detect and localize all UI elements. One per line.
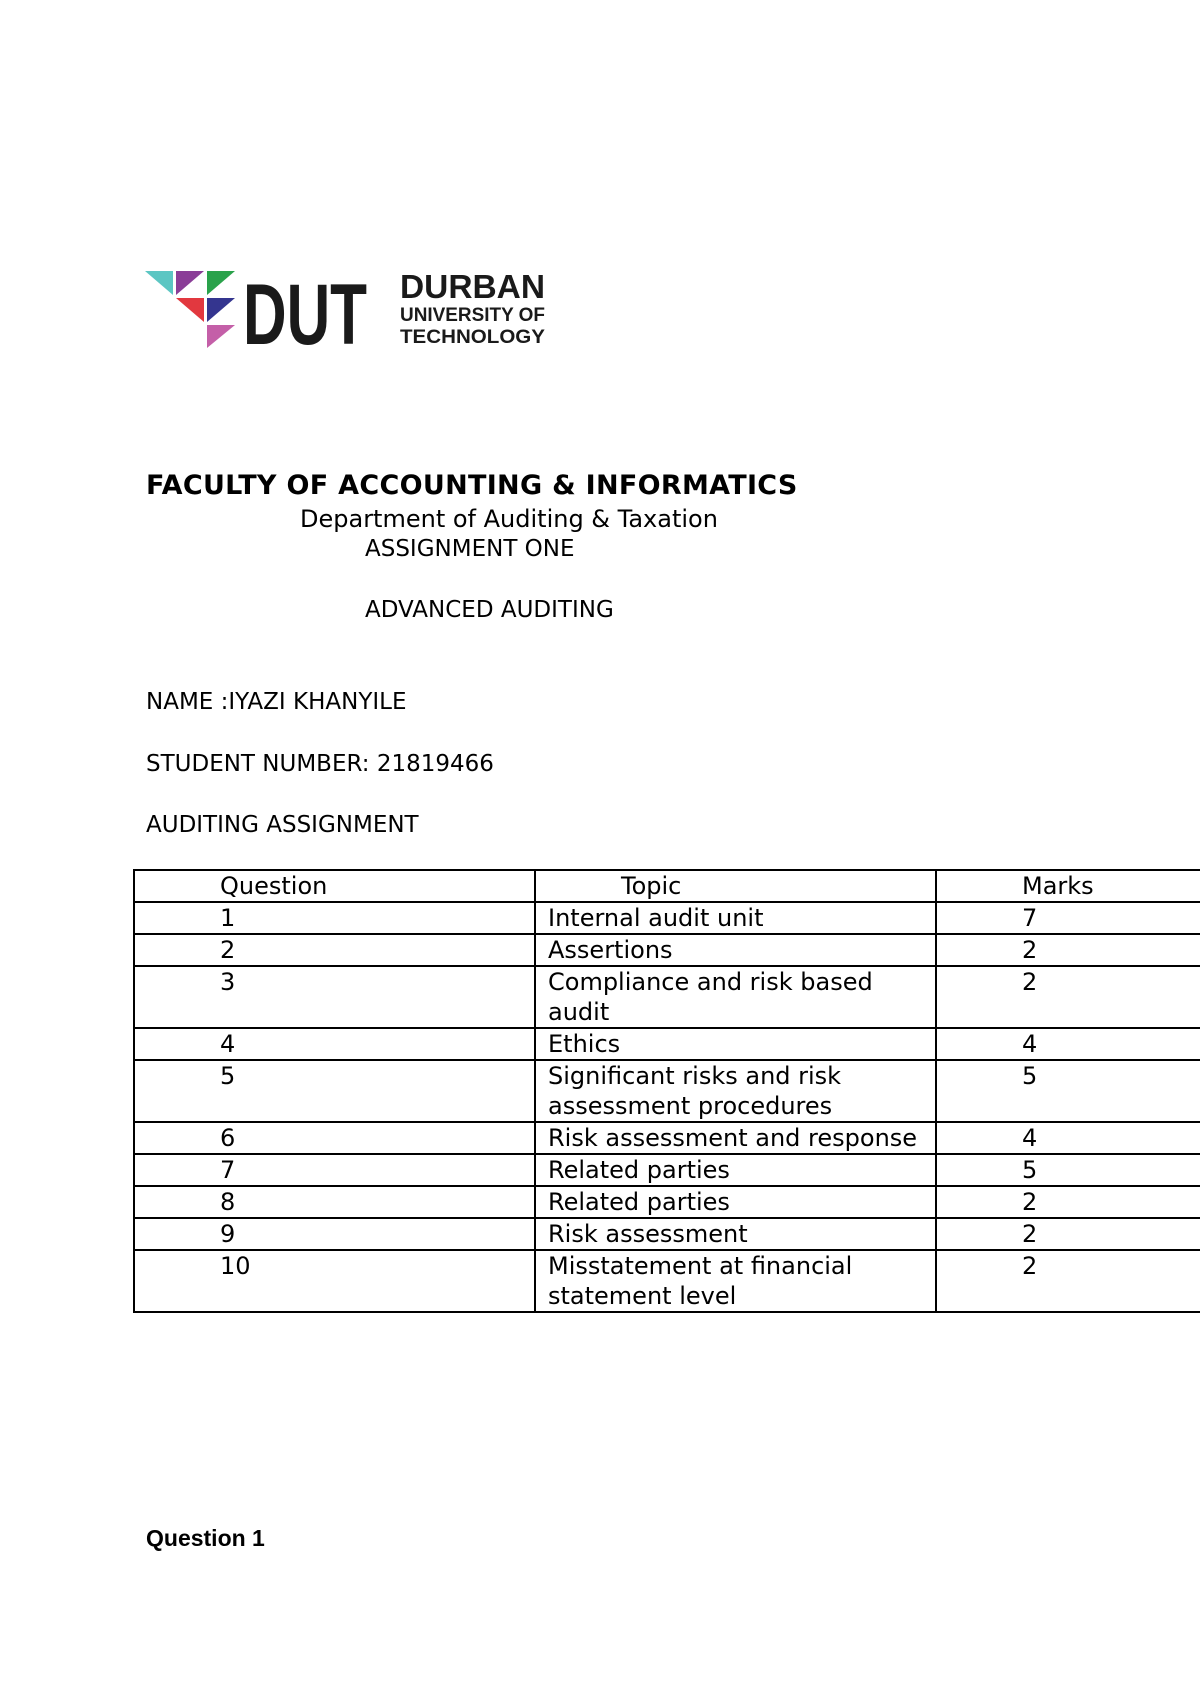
cell-topic: Risk assessment — [535, 1218, 936, 1250]
header-question: Question — [134, 870, 535, 902]
dut-logo — [145, 268, 545, 348]
table-row — [134, 1250, 1200, 1312]
cell-marks: 2 — [936, 934, 1200, 966]
cell-marks: 5 — [936, 1154, 1200, 1186]
table-row — [134, 934, 1200, 966]
department-line: Department of Auditing & Taxation — [300, 505, 718, 533]
course-title: ADVANCED AUDITING — [365, 597, 614, 623]
assignment-title: AUDITING ASSIGNMENT — [146, 812, 419, 838]
table-row — [134, 966, 1200, 1028]
table-row — [134, 902, 1200, 934]
question-1-heading: Question 1 — [146, 1525, 265, 1551]
cell-question: 7 — [134, 1154, 535, 1186]
cell-marks: 2 — [936, 1186, 1200, 1218]
header-topic: Topic — [535, 870, 936, 902]
cell-marks: 2 — [936, 1250, 1200, 1312]
table-row — [134, 1186, 1200, 1218]
cell-topic: Risk assessment and response — [535, 1122, 936, 1154]
cell-topic: Assertions — [535, 934, 936, 966]
cell-question: 4 — [134, 1028, 535, 1060]
cell-topic: Significant risks and risk assessment procedures — [535, 1060, 936, 1122]
student-name: NAME :IYAZI KHANYILE — [146, 689, 407, 715]
marks-table — [133, 869, 1200, 1313]
table-row — [134, 1028, 1200, 1060]
assignment-line: ASSIGNMENT ONE — [365, 536, 575, 562]
logo-line-university: UNIVERSITY OF — [400, 305, 545, 326]
cell-topic: Ethics — [535, 1028, 936, 1060]
cell-topic: Related parties — [535, 1154, 936, 1186]
cell-question: 10 — [134, 1250, 535, 1312]
cell-marks: 2 — [936, 966, 1200, 1028]
cell-marks: 5 — [936, 1060, 1200, 1122]
cell-marks: 4 — [936, 1122, 1200, 1154]
cell-topic: Misstatement at financial statement level — [535, 1250, 936, 1312]
cell-topic: Related parties — [535, 1186, 936, 1218]
header-marks: Marks — [936, 870, 1200, 902]
cell-marks: 2 — [936, 1218, 1200, 1250]
table-header-row — [134, 870, 1200, 902]
faculty-heading: FACULTY OF ACCOUNTING & INFORMATICS — [146, 470, 798, 501]
logo-triangles-icon — [145, 271, 235, 348]
logo-line-durban: DURBAN — [400, 268, 545, 305]
student-number: STUDENT NUMBER: 21819466 — [146, 751, 494, 777]
table-row — [134, 1060, 1200, 1122]
cell-marks: 4 — [936, 1028, 1200, 1060]
table-row — [134, 1218, 1200, 1250]
cell-question: 5 — [134, 1060, 535, 1122]
logo-wordmark: DUT — [243, 268, 367, 348]
table-row — [134, 1154, 1200, 1186]
cell-question: 6 — [134, 1122, 535, 1154]
cell-question: 1 — [134, 902, 535, 934]
cell-topic: Internal audit unit — [535, 902, 936, 934]
cell-question: 9 — [134, 1218, 535, 1250]
cell-topic: Compliance and risk based audit — [535, 966, 936, 1028]
logo-line-technology: TECHNOLOGY — [400, 327, 545, 348]
cell-marks: 7 — [936, 902, 1200, 934]
cell-question: 3 — [134, 966, 535, 1028]
cell-question: 2 — [134, 934, 535, 966]
table-row — [134, 1122, 1200, 1154]
cell-question: 8 — [134, 1186, 535, 1218]
